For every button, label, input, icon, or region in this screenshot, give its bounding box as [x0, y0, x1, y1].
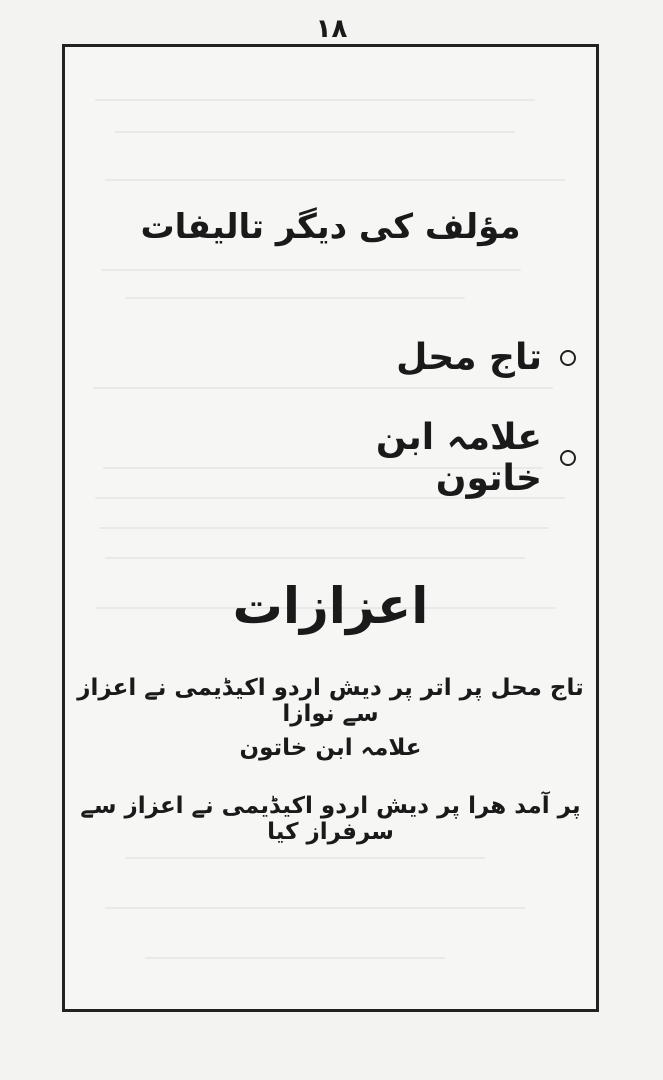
award-line: پر آمد ھرا پر دیش اردو اکیڈیمی نے اعزاز سے سرفراز کیا	[80, 793, 581, 845]
other-works-heading: مؤلف کی دیگر تالیفات	[140, 207, 521, 247]
page-frame	[62, 44, 599, 1012]
award-line: تاج محل پر اتر پر دیش اردو اکیڈیمی نے اعزاز سے نوازا	[77, 675, 584, 727]
circle-bullet-icon	[560, 350, 576, 366]
page-number: ۱۸	[315, 14, 348, 44]
award-line: علامہ ابن خاتون	[239, 735, 422, 761]
work-title: تاج محل	[396, 337, 542, 378]
work-title: علامہ ابن خاتون	[375, 417, 542, 499]
bleed-through-text	[65, 47, 596, 1009]
circle-bullet-icon	[560, 450, 576, 466]
work-item	[276, 337, 576, 378]
work-item	[276, 417, 576, 499]
awards-heading: اعزازات	[232, 577, 429, 635]
